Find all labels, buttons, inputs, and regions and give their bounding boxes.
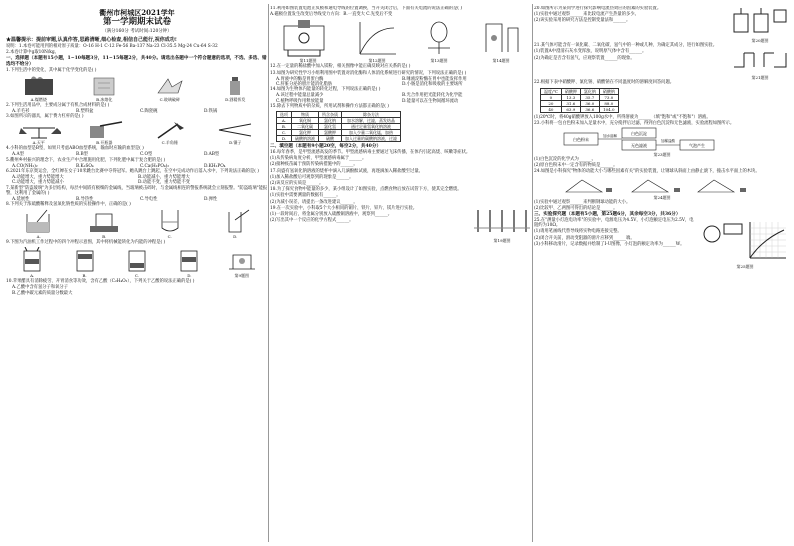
table-header: 温度/℃ (541, 88, 562, 94)
q5-option-a: A.CO(NH₂)₂ (12, 163, 38, 169)
q7-option-a: A.延展性 (12, 197, 30, 203)
question-12: 12.在一定量的稀盐酸中加入镁粉，相关图像中能正确反映对应关系的是( ) (270, 64, 411, 70)
q11-options: A.磁极位置发生改变后导线受力方向：B.一直变大 C.先变后不变 (270, 12, 393, 18)
figure-engine-a (15, 247, 49, 278)
q4-option-d: D.AB型 (204, 152, 220, 158)
q3-option-b: B.开瓶器 (96, 140, 113, 146)
figure-engine-b (68, 247, 102, 278)
section-1-heading: 一、选择题（本题有15小题，1~10每题3分，11~15每题2分，共40分。请选出各题中一个符合题意的选项，不选、多选、错选均不给分） (6, 56, 267, 68)
q4-option-a: A.A型 (12, 152, 24, 158)
column-3 (534, 6, 790, 542)
table-header: 除杂方法 (342, 112, 401, 118)
question-15: 15.除去下列物质中的杂质，所用试剂和操作方法都正确的是( ) (270, 103, 389, 109)
q14-option-c: C.植物呼吸作用释放能量 (276, 98, 324, 104)
question-24: 24.如图是小科探究"物体的动能大小与哪些因素有关"的实验装置，让钢球从斜面上由静止滚下，撞击水平面上的木块。 (534, 169, 760, 175)
table-header: 硝酸钠 (599, 88, 618, 94)
q14-option-b: B.光合作用把光能转化为化学能 (402, 93, 463, 99)
figure-25 (700, 218, 790, 269)
figure-bottle-opener (82, 120, 126, 145)
figure-11 (278, 18, 338, 63)
question-9-figures (6, 247, 268, 278)
figure-23-caption: 第23题图 (653, 152, 671, 158)
table-cell: 二氧化碳 (292, 124, 319, 130)
figure-19-caption: 第19题图 (493, 238, 511, 244)
table-cell: 104.0 (599, 106, 618, 112)
table-cell: 63.9 (561, 106, 580, 112)
section-2-heading: 二、填空题（本题有9小题20空，每空2分，共40分） (270, 144, 382, 150)
q6-option-c: C.动能增大，重力势能减小 (12, 180, 64, 186)
q25-part-2: (2)闭合开关前，滑动变阻器的滑片应移到______端。 (534, 235, 635, 241)
q25-part-1: (1)请用笔画线代替导线将实物电路连接完整。 (534, 229, 622, 235)
figure-14 (478, 18, 524, 63)
question-22: 22.根据下表中硝酸钾、氯化钠、硝酸钠在不同温度时的溶解度回答问题。 (534, 80, 675, 86)
q23-part-2: (2)原白色粉末中一定含有的物质是______。 (534, 163, 618, 169)
q1-option-b: B.冰熔化 (96, 96, 113, 102)
q10-option-b: B.乙酸中碳元素的质量分数最大 (12, 291, 73, 297)
question-25-block (534, 218, 790, 269)
q21-part-2: (2)为确定是否含有氢气，应观察装置______的现象。 (534, 55, 635, 61)
question-25-text (534, 218, 694, 248)
q23-part-1: (1)白色沉淀的化学式为______。 (534, 157, 596, 163)
column-divider (532, 4, 533, 542)
q5-option-b: B.K₂SO₄ (76, 163, 94, 169)
question-20-text (534, 6, 724, 25)
figure-19 (472, 206, 532, 243)
q2-option-d: D.铁锅 (204, 108, 218, 114)
q21-part-1: (1)装置A中澄清石灰水变浑浊，说明原气体中含有______。 (534, 49, 647, 55)
table-cell: D. (277, 136, 292, 142)
q9-option-a: A. (30, 272, 35, 278)
q6-option-b: B.动能减小，重力势能增大 (138, 175, 190, 181)
question-9: 9.下图为汽油机工作过程中的四个冲程示意图，其中将机械能转化为内能的冲程是( ) (6, 240, 166, 246)
q1-option-a: A.煤燃烧 (30, 96, 47, 102)
q3-option-c: C.羊角锤 (161, 140, 178, 146)
question-6: 6.2021年东京奥运会，全红婵在女子10米跳台比赛中夺得冠军。她从跳台上跳起，在空中完成动作后落入水中，下列说法正确的是( ) (6, 169, 259, 175)
flow-node: 气泡产生 (689, 143, 705, 149)
question-17: 17.向盛有氢氧化钠溶液的烧杯中滴入几滴酚酞试液，再逐滴加入稀盐酸至过量。 (270, 168, 423, 174)
figure-11-caption: 第11题图 (299, 58, 317, 64)
question-20-block (534, 6, 790, 43)
question-1: 1.下列生活中的变化，其中属于化学变化的是( ) (6, 68, 97, 74)
question-11: 11.利用如图装置电池正负极和通电导线的位置调换，当开关闭合后，下面有关电流的说法正确的是( ) (270, 6, 463, 11)
q17-part-2: (2)该反应的实质是______。 (270, 181, 324, 187)
flow-label: 加水溶解 (603, 134, 617, 139)
solubility-table (540, 88, 619, 113)
table-cell: 氯化氢 (319, 124, 342, 130)
table-cell: 36.0 (580, 100, 599, 106)
q13-option-b: B.唾液淀粉酶在胃中也能发挥作用 (402, 76, 467, 82)
figure-12-caption: 第12题图 (368, 58, 386, 64)
section-3-heading: 三、实验探究题（本题有5小题，第25题6分，其余每空3分，共36分） (534, 212, 681, 218)
table-cell: 13.3 (561, 94, 580, 100)
q7-option-b: B.导热性 (76, 197, 94, 203)
q22-part-1: (1)20℃时，将40g硝酸钾放入100g水中，所得溶液为______（填"饱和"或"不饱和"）溶液。 (534, 114, 711, 120)
exam-tip: ★温馨提示：提前审题,认真作答,思路清晰,细心检查,相信自己能行,祝你成功! (6, 37, 177, 43)
exam-meta: （满分160分 考试时间:120分钟） (102, 29, 172, 34)
question-16: 16.每年春季，是甲型流感高发的季节。甲型流感病毒主要通过飞沫传播，在体内引起高烧、咳嗽等症状。 (270, 150, 471, 156)
q5-option-d: D.KH₂PO₄ (204, 163, 226, 169)
table-cell: 0 (541, 94, 562, 100)
figure-23-flowchart (534, 127, 790, 151)
figure-13-caption: 第13题图 (430, 58, 448, 64)
question-4: 4.小科的血型是B型，如果只考虑ABO血型系统，输血时应输的血型是( ) (6, 146, 144, 152)
q7-option-d: D.弹性 (204, 197, 218, 203)
table-row (541, 106, 619, 112)
q2-option-a: A.羊毛衫 (12, 108, 30, 114)
exam-title-line2: 第一学期期末试卷 (102, 17, 171, 27)
q2-option-b: B.塑料盆 (76, 108, 94, 114)
q9-option-c: C. (134, 272, 140, 278)
exam-notes-2: 2.本卷计算中g取10N/kg。 (6, 50, 59, 56)
question-3: 3.如图所示的器具，属于费力杠杆的是( ) (6, 114, 84, 120)
figure-lab-c (148, 208, 192, 239)
table-header: 物质 (292, 112, 319, 118)
table-cell: 硫酸 (319, 136, 342, 142)
figure-engine-c (120, 247, 154, 278)
question-20: 20.如图所示为某同学进行探究影响电流热效应的因素的实验装置。 (534, 6, 662, 11)
q18-part-2: (2)为减小误差，请提出一条改进建议______。 (270, 199, 358, 205)
figure-glass (150, 75, 190, 102)
question-14-options (270, 93, 532, 103)
q20-part-1: (1)实验中通过观察______来比较电流产生热量的多少。 (534, 12, 639, 18)
figure-9-extra (225, 247, 259, 278)
figure-lab-d (213, 208, 257, 239)
q8-option-a: A. (36, 234, 41, 240)
q19-part-2: (2)写出其中一个反应的化学方程式______。 (270, 218, 354, 224)
flow-node: 白色粉末 (573, 137, 589, 143)
question-19: 19.在一次实验中，小科取5个大小相同的铜片、铁片、锌片、镁片进行实验。 (270, 205, 418, 211)
figure-24-caption: 第24题图 (653, 194, 671, 200)
figure-ice (84, 75, 124, 102)
figure-14-caption: 第14题图 (492, 58, 510, 64)
q16-part-1: (1)从传染病角度分析，甲型流感病毒属于______。 (270, 156, 367, 162)
q19-part-1: (1)一段时间后，将金属分别放入硫酸铜溶液中，观察到______。 (270, 212, 393, 218)
question-18: 18.为了探究食物中能量的多少，某小组设计了如图实验，点燃食物后放在试管下方，使其完全燃烧。 (270, 187, 462, 193)
figure-12 (354, 18, 400, 63)
figure-coal (19, 75, 59, 102)
question-3-figures (6, 120, 268, 145)
question-6-options (6, 175, 268, 185)
q13-option-d: D.小肠是消化和吸收的主要场所 (402, 82, 463, 88)
table-cell: 35.7 (580, 94, 599, 100)
table-cell: 通过足量氢氧化钠溶液 (342, 124, 401, 130)
figure-21-caption: 第21题图 (751, 75, 769, 81)
question-23: 23.小科将一包白色粉末加入足量水中，充分搅拌后过滤，得到白色沉淀和无色滤液，实验流程如图所示。 (534, 120, 735, 126)
table-cell: 加水溶解，过滤，蒸发结晶 (342, 118, 401, 124)
question-2: 2.下列生活用品中，主要成分属于有机合成材料的是( ) (6, 102, 110, 108)
exam-title-line1: 衢州市柯城区2021学年 (99, 8, 175, 17)
q5-option-c: C.Ca(H₂PO₄)₂ (140, 163, 170, 169)
question-13-options (270, 77, 532, 87)
table-cell: 氯化钠 (319, 118, 342, 124)
q3-option-a: A.天平 (32, 140, 45, 146)
column-divider (268, 4, 269, 542)
impurity-table (276, 111, 401, 142)
q24-part-1: (1)实验中通过观察______来判断钢球动能的大小。 (534, 199, 631, 205)
question-8-figures (6, 208, 268, 239)
q7-option-c: C.导电性 (140, 197, 158, 203)
question-1-figures (6, 75, 268, 102)
column-2 (270, 6, 532, 542)
q8-option-c: C. (167, 234, 172, 240)
q13-option-c: C.肝脏分泌的胆汁能消化脂肪 (276, 82, 333, 88)
figure-13 (416, 18, 462, 63)
q1-option-c: C.玻璃破碎 (159, 96, 180, 102)
q6-option-d: D.动能不变，重力势能不变 (138, 180, 190, 186)
table-cell: 73.0 (599, 94, 618, 100)
column-1 (6, 6, 268, 542)
q6-option-a: A.动能增大，重力势能增大 (12, 175, 64, 181)
q14-option-d: D.能量可以在生物间循环流动 (402, 98, 459, 104)
question-14: 14.如图为生物体内能量的转化过程，下列说法正确的是( ) (270, 87, 381, 93)
table-cell: 20 (541, 100, 562, 106)
q2-option-c: C.陶瓷碗 (140, 108, 158, 114)
figure-9-caption: 第9题图 (234, 272, 250, 278)
q17-part-1: (1)加入稀盐酸后可观察到的现象是______。 (270, 174, 354, 180)
figure-20 (730, 6, 790, 43)
figure-balance (17, 120, 61, 145)
table-header: 所含杂质 (319, 112, 342, 118)
question-8: 8.下列关于浓硫酸稀释及氢氧化钠性质的实验操作中，正确的是( ) (6, 202, 131, 208)
question-21-text (534, 43, 724, 62)
exam-notes: 说明：1.本卷可能用到的相对原子质量：O-16 H-1 C-12 Fe-56 Ba-137 Na-23 Cl-35.5 Mg-24 Cu-64 S-32 (6, 44, 218, 49)
q10-option-a: A.乙酸中含有氢分子和氧分子 (12, 284, 69, 290)
figure-claw-hammer (148, 120, 192, 145)
table-cell: 40 (541, 106, 562, 112)
figure-20-caption: 第20题图 (751, 38, 769, 44)
question-11-14-figures (270, 18, 532, 63)
table-cell: C. (277, 130, 292, 136)
q9-option-b: B. (82, 272, 87, 278)
q4-option-b: B.B型 (76, 152, 88, 158)
table-header: 选项 (277, 112, 292, 118)
table-cell: 31.6 (561, 100, 580, 106)
q3-option-d: D.镊子 (229, 140, 242, 146)
figure-alcohol (215, 75, 255, 102)
flowchart-diagram (562, 127, 762, 151)
table-header: 氯化钠 (580, 88, 599, 94)
table-cell: 氧化铜 (292, 118, 319, 124)
q9-option-d: D. (187, 272, 192, 278)
question-25: 25.在"测量小灯泡电功率"的实验中，电源电压为4.5V，小灯泡额定电压为2.5V，电阻约为10Ω。 (534, 218, 694, 229)
q24-part-2: (2)比较甲、乙两图可得出的结论是______。 (534, 205, 618, 211)
figure-lab-b (82, 208, 126, 239)
question-21-block (534, 43, 790, 80)
q8-option-d: D. (233, 234, 238, 240)
q25-part-3: (3)小科移动滑片，记录数据并绘制了I-U图像，小灯泡的额定功率为______W。 (534, 241, 685, 247)
q18-part-1: (1)实验中需要测量的数据有______。 (270, 193, 341, 199)
table-cell: 硫酸钠溶液 (292, 136, 319, 142)
question-5: 5.衢州乡村振兴的理念下，农业生产中合理施用化肥，下列化肥中属于复合肥的是( ) (6, 157, 166, 163)
flow-node: 白色沉淀 (631, 131, 647, 137)
table-cell: 加入少量二氧化锰，加热 (342, 130, 401, 136)
q13-option-a: A.胃液中的酶是胃蛋白酶 (276, 76, 324, 82)
figure-25-caption: 第25题图 (736, 264, 754, 270)
table-cell: B. (277, 124, 292, 130)
flow-node: 无色滤液 (631, 143, 647, 149)
question-7: 7.某新型"防盗玻璃"为多层结构，每层中间嵌有极细的金属线，当玻璃被击碎时，与金属线相连的警报系统就会立刻报警。"防盗玻璃"能报警，这利用了金属的( ) (6, 185, 268, 196)
q1-option-d: D.酒精挥发 (225, 96, 246, 102)
figure-lab-a (17, 208, 61, 239)
table-cell: 加入过量的碳酸钠溶液，过滤 (342, 136, 401, 142)
question-19-block (270, 206, 532, 243)
flow-label: 加稀盐酸 (661, 139, 675, 144)
figure-24 (534, 176, 790, 194)
figure-tweezers (213, 120, 257, 145)
question-13: 13.如图为研究性学习小组利用图中装置对消化酶和人体消化系统进行研究的情况，下列说法正确的是( ) (270, 70, 467, 76)
figure-21 (730, 43, 790, 80)
table-cell: 氯化钾 (292, 130, 319, 136)
q8-option-b: B. (102, 234, 107, 240)
question-21: 21.某气体可能含有一氧化碳、二氧化碳、氢气中的一种或几种，为确定其成分，进行如图实验。 (534, 43, 718, 49)
table-cell: 氯酸钾 (319, 130, 342, 136)
table-header: 硝酸钾 (561, 88, 580, 94)
question-10: 10.苹果醋具有消除疲劳、开胃消食等功效，含有乙酸（C₂H₄O₂），下列关于乙酸的说法正确的是( ) (6, 278, 195, 284)
q14-option-a: A.该过程中能量总量减少 (276, 93, 324, 99)
figure-engine-d (172, 247, 206, 278)
table-cell: 88.0 (599, 100, 618, 106)
question-19-text (270, 206, 466, 225)
table-cell: 36.6 (580, 106, 599, 112)
q4-option-c: C.O型 (140, 152, 153, 158)
table-cell: A. (277, 118, 292, 124)
q16-part-2: (2)接种疫苗属于预防传染病措施中的______。 (270, 162, 358, 168)
q20-part-2: (2)该实验采用的研究方法是控制变量法和______。 (534, 18, 631, 24)
table-row (277, 136, 401, 142)
